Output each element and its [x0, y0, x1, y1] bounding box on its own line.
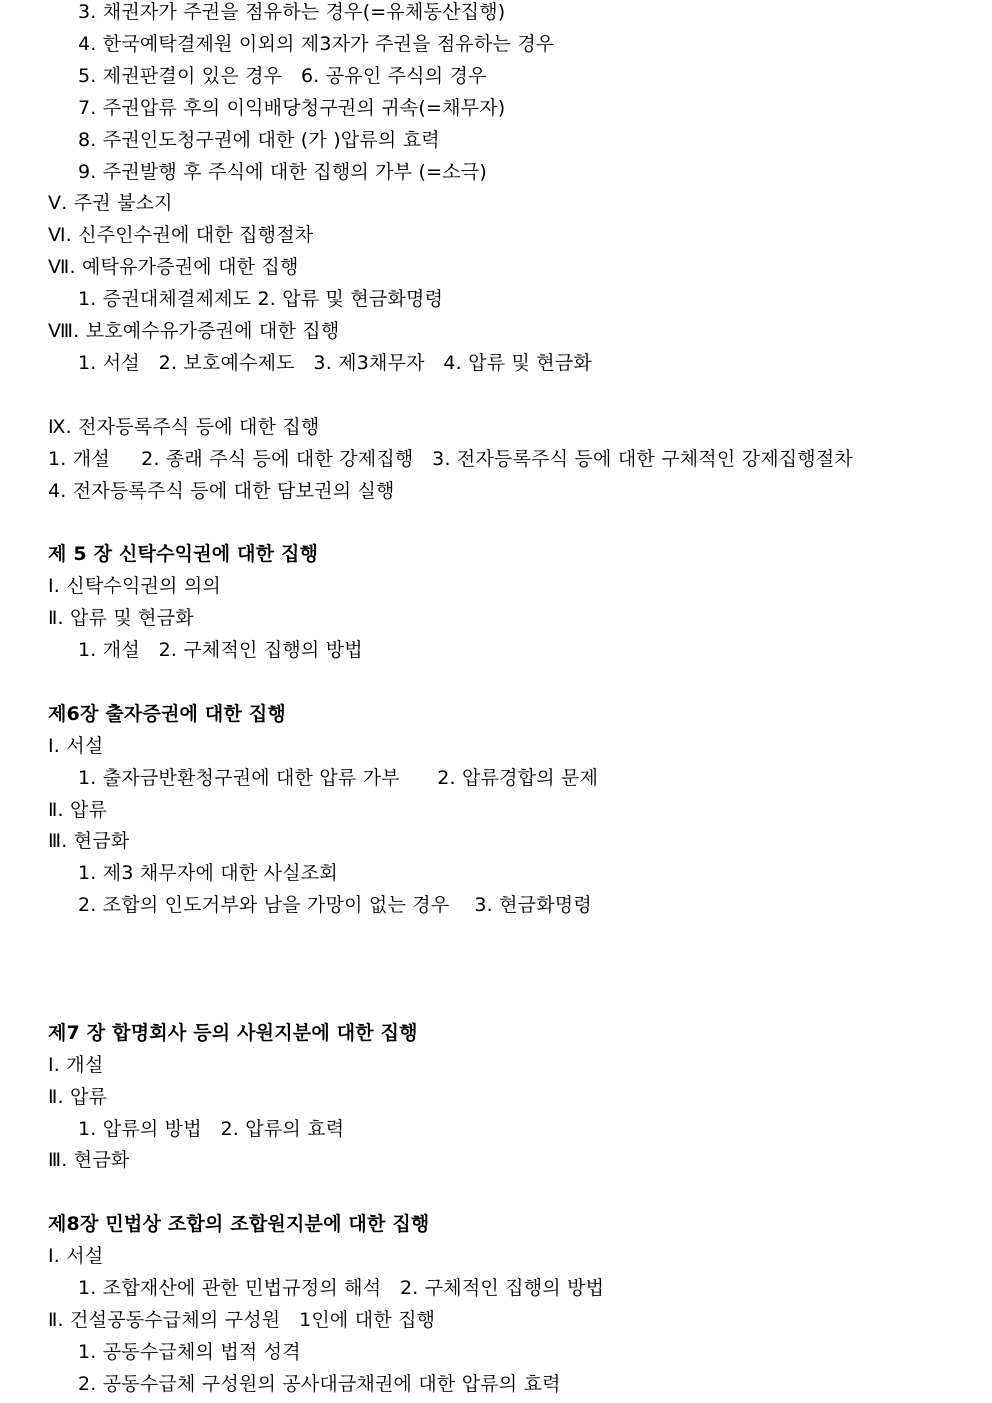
outline-line: 4. 한국예탁결제원 이외의 제3자가 주권을 점유하는 경우 [78, 32, 555, 55]
outline-line: 1. 압류의 방법 2. 압류의 효력 [78, 1117, 345, 1140]
outline-line: 1. 조합재산에 관한 민법규정의 해석 2. 구체적인 집행의 방법 [78, 1277, 605, 1299]
outline-line: 2. 공동수급체 구성원의 공사대금채권에 대한 압류의 효력 [78, 1372, 561, 1395]
outline-line: Ⅶ. 예탁유가증권에 대한 집행 [48, 256, 299, 279]
outline-line: 3. 채권자가 주권을 점유하는 경우(=유체동산집행) [78, 1, 506, 23]
outline-line: 8. 주권인도청구권에 대한 (가 )압류의 효력 [78, 128, 440, 151]
outline-line: Ⅰ. 신탁수익권의 의의 [48, 575, 221, 598]
outline-line: Ⅷ. 보호예수유가증권에 대한 집행 [48, 320, 340, 342]
outline-line: Ⅱ. 압류 [48, 798, 108, 821]
outline-line: 4. 전자등록주식 등에 대한 담보권의 실행 [48, 479, 395, 502]
outline-line: 1. 증권대체결제제도 2. 압류 및 현금화명령 [78, 288, 444, 311]
outline-line: Ⅴ. 주권 불소지 [48, 192, 173, 215]
chapter-heading: 제7 장 합명회사 등의 사원지분에 대한 집행 [48, 1021, 418, 1044]
outline-line: 1. 서설 2. 보호예수제도 3. 제3채무자 4. 압류 및 현금화 [78, 351, 592, 374]
outline-line: 5. 제권판결이 있은 경우 6. 공유인 주식의 경우 [78, 64, 487, 87]
outline-line: 1. 출자금반환청구권에 대한 압류 가부 2. 압류경합의 문제 [78, 766, 599, 789]
outline-line: 2. 조합의 인도거부와 남을 가망이 없는 경우 3. 현금화명령 [78, 894, 592, 917]
outline-line: 1. 개설 2. 구체적인 집행의 방법 [78, 639, 363, 661]
outline-line: Ⅱ. 건설공동수급체의 구성원 1인에 대한 집행 [48, 1308, 436, 1331]
outline-line: 1. 제3 채무자에 대한 사실조회 [78, 862, 338, 885]
outline-line: Ⅸ. 전자등록주식 등에 대한 집행 [48, 415, 320, 438]
outline-line: 1. 공동수급체의 법적 성격 [78, 1340, 301, 1363]
outline-line: Ⅰ. 개설 [48, 1053, 104, 1076]
outline-line: Ⅱ. 압류 및 현금화 [48, 607, 194, 630]
outline-line: Ⅰ. 서설 [48, 1245, 104, 1268]
outline-line: Ⅵ. 신주인수권에 대한 집행절차 [48, 224, 314, 247]
outline-line: 1. 개설 2. 종래 주식 등에 대한 강제집행 3. 전자등록주식 등에 대한 구체적인 강제집행절차 [48, 447, 853, 470]
outline-line: Ⅱ. 압류 [48, 1085, 108, 1108]
chapter-heading: 제8장 민법상 조합의 조합원지분에 대한 집행 [48, 1213, 430, 1236]
chapter-heading: 제6장 출자증권에 대한 집행 [48, 702, 286, 725]
chapter-heading: 제 5 장 신탁수익권에 대한 집행 [48, 543, 319, 566]
outline-line: Ⅰ. 서설 [48, 734, 104, 757]
outline-line: 7. 주권압류 후의 이익배당청구권의 귀속(=채무자) [78, 96, 506, 119]
outline-line: 9. 주권발행 후 주식에 대한 집행의 가부 (=소극) [78, 160, 487, 183]
outline-line: Ⅲ. 현금화 [48, 830, 130, 853]
outline-line: Ⅲ. 현금화 [48, 1149, 130, 1172]
